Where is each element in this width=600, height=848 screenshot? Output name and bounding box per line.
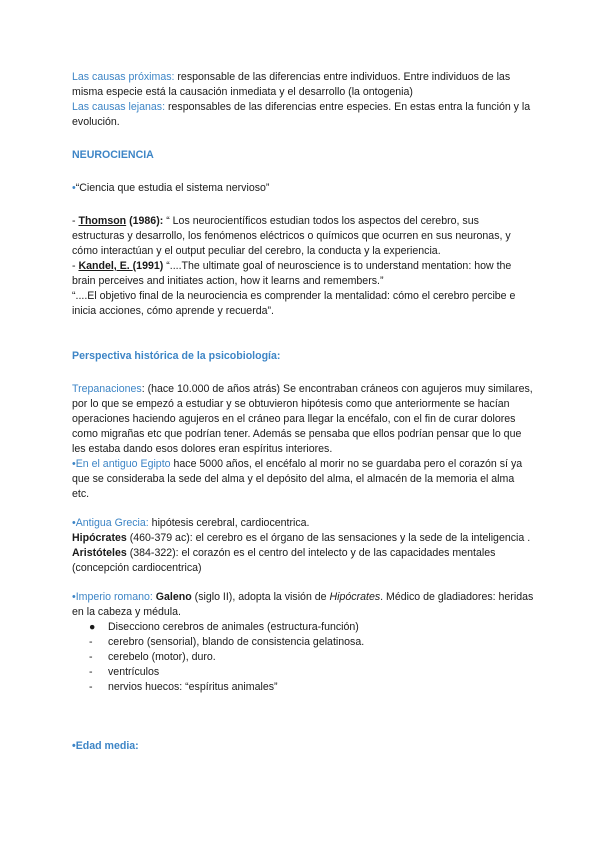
list-item-text: Disecciono cerebros de animales (estructura-función)	[108, 621, 359, 633]
list-item	[72, 665, 534, 680]
trepanaciones-text: : (hace 10.000 de años atrás) Se encontraban cráneos con agujeros muy similares, por lo que se empezó a estudiar y se obtuvieron hipótesis como que anteriormente se hacían operaciones haciendo agujeros en el cráneo para llegar la encéfalo, con el fin de curar dolores como migrañas etc que podrían tener. Además se pensaba que ellos podrían pensar que lo que les estaba dando esos dolores eran espíritus interiores.	[72, 383, 533, 455]
document-page	[72, 70, 534, 754]
causas-proximas-paragraph	[72, 70, 534, 100]
hipocrates-paragraph	[72, 531, 534, 546]
list-item-text: cerebelo (motor), duro.	[108, 651, 216, 663]
thomson-text: “ Los neurocientíficos estudian todos los aspectos del cerebro, sus estructuras y desarrollo, los fenómenos eléctricos o químicos que ocurren en sus neuronas, y cómo interactúan y el output peculiar del cerebro, la conducta y la experiencia.	[72, 215, 511, 257]
aristoteles-text: (384-322): el corazón es el centro del intelecto y de las capacidades mentales (concepción cardiocentrica)	[72, 547, 496, 574]
thomson-name: Thomson	[78, 215, 127, 227]
roma-text-1: (siglo II), adopta la visión de	[191, 591, 330, 603]
kandel-quote	[72, 259, 534, 289]
list-marker: -	[89, 681, 93, 693]
galeno-list	[72, 620, 534, 695]
list-marker: -	[89, 651, 93, 663]
egipto-label: •En el antiguo Egipto	[72, 458, 171, 470]
grecia-label: •Antigua Grecia:	[72, 517, 149, 529]
list-marker: -	[89, 636, 93, 648]
neurociencia-definition	[72, 181, 534, 196]
definition-bullet: •	[72, 182, 76, 194]
list-item	[72, 650, 534, 665]
roma-paragraph	[72, 590, 534, 620]
aristoteles-name: Aristóteles	[72, 547, 127, 559]
causas-lejanas-label: Las causas lejanas:	[72, 101, 166, 113]
list-item	[72, 635, 534, 650]
list-item-text: nervios huecos: “espíritus animales”	[108, 681, 278, 693]
list-marker: ●	[89, 621, 96, 633]
list-item	[72, 620, 534, 635]
roma-hipocrates: Hipócrates	[329, 591, 381, 603]
roma-label: •Imperio romano:	[72, 591, 153, 603]
definition-text: “Ciencia que estudia el sistema nervioso”	[75, 182, 270, 194]
egipto-paragraph	[72, 457, 534, 502]
thomson-dash: -	[72, 215, 79, 227]
causas-lejanas-paragraph	[72, 100, 534, 130]
neurociencia-heading: NEUROCIENCIA	[72, 149, 154, 161]
hipocrates-text: (460-379 ac): el cerebro es el órgano de las sensaciones y la sede de la inteligencia .	[126, 532, 531, 544]
grecia-paragraph	[72, 516, 534, 531]
kandel-dash: -	[72, 260, 79, 272]
galeno-name: Galeno	[155, 591, 192, 603]
grecia-text: hipótesis cerebral, cardiocentrica.	[148, 517, 310, 529]
list-marker: -	[89, 666, 93, 678]
kandel-text: “....The ultimate goal of neuroscience is to understand mentation: how the brain perceives and initiates action, how it learns and remembers.”	[72, 260, 512, 287]
kandel-translation: “....El objetivo final de la neurociencia es comprender la mentalidad: cómo el cerebro percibe e inicia acciones, cómo aprende y recuerda”.	[72, 290, 516, 317]
list-item-text: ventrículos	[108, 666, 160, 678]
causas-proximas-label: Las causas próximas:	[72, 71, 175, 83]
thomson-quote	[72, 214, 534, 259]
kandel-year: (1991)	[132, 260, 164, 272]
causas-lejanas-text: responsables de las diferencias entre especies. En estas entra la función y la evolución.	[72, 101, 531, 128]
historia-heading: Perspectiva histórica de la psicobiología:	[72, 350, 281, 362]
list-item-text: cerebro (sensorial), blando de consistencia gelatinosa.	[108, 636, 365, 648]
hipocrates-name: Hipócrates	[72, 532, 127, 544]
aristoteles-paragraph	[72, 546, 534, 576]
roma-text-2: . Médico de gladiadores: heridas en la cabeza y médula.	[72, 591, 534, 618]
thomson-year: (1986):	[126, 215, 164, 227]
edad-media-heading: •Edad media:	[72, 740, 139, 752]
egipto-text: hace 5000 años, el encéfalo al morir no se guardaba pero el corazón sí ya que se consideraba la sede del alma y el depósito del alma, el almacén de la memoria el alma etc.	[72, 458, 523, 500]
list-item	[72, 680, 534, 695]
trepanaciones-paragraph	[72, 382, 534, 457]
kandel-name: Kandel, E.	[78, 260, 133, 272]
trepanaciones-label: Trepanaciones	[72, 383, 142, 395]
causas-proximas-text: responsable de las diferencias entre individuos. Entre individuos de las misma especie está la causación inmediata y el desarrollo (la ontogenia)	[72, 71, 511, 98]
